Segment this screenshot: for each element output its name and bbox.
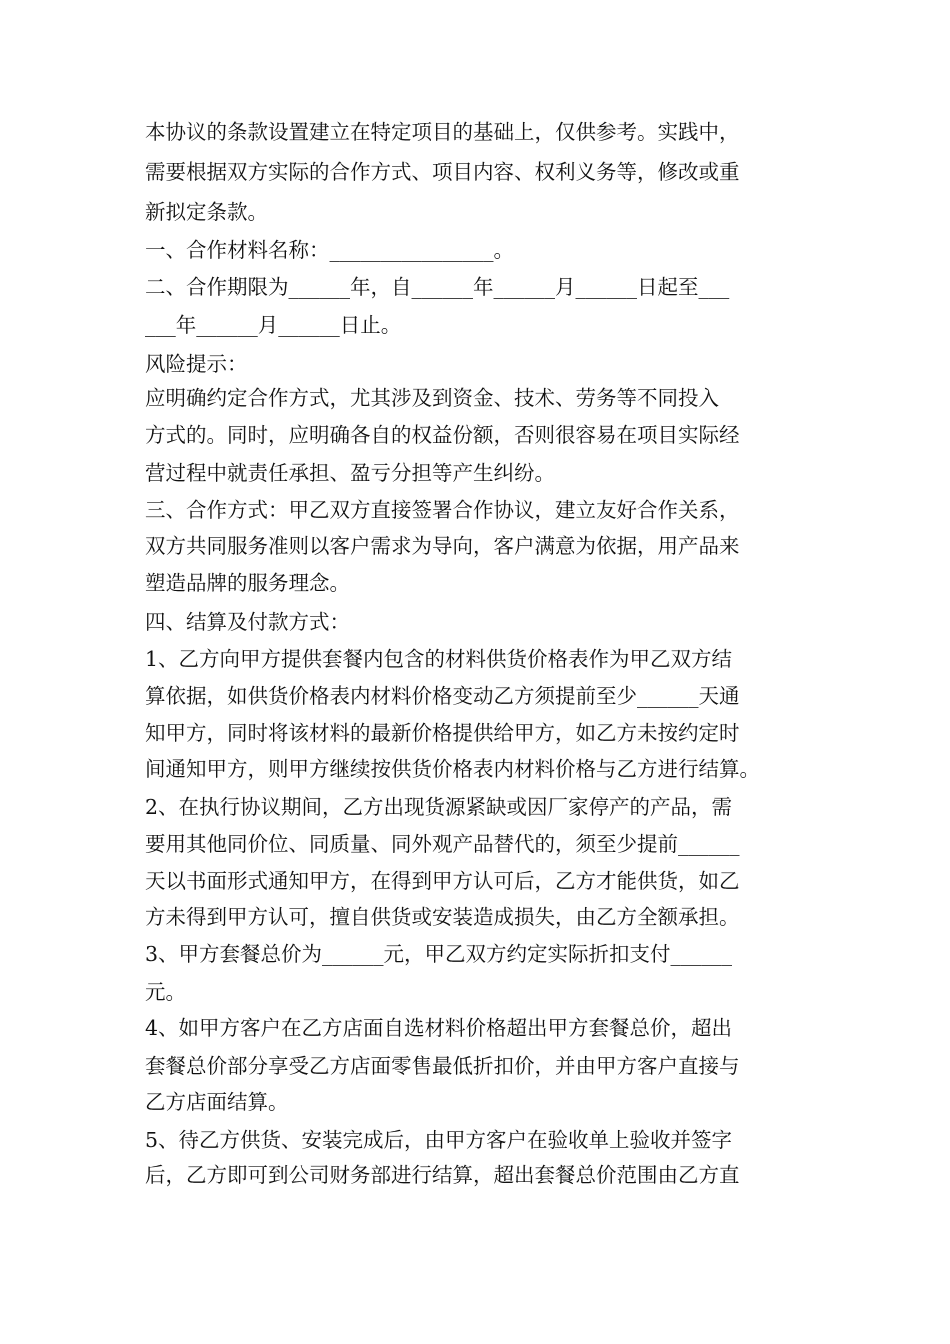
text-line: 后，乙方即可到公司财务部进行结算，超出套餐总价范围由乙方直 (145, 1163, 740, 1187)
text-line: 3、甲方套餐总价为______元，甲乙双方约定实际折扣支付______ (145, 942, 733, 966)
text-line: 应明确约定合作方式，尤其涉及到资金、技术、劳务等不同投入 (145, 386, 719, 410)
text-line: 方未得到甲方认可，擅自供货或安装造成损失，由乙方全额承担。 (145, 905, 740, 929)
text-line: 需要根据双方实际的合作方式、项目内容、权利义务等，修改或重 (145, 160, 740, 184)
text-line: 风险提示： (145, 352, 248, 376)
text-line: 2、在执行协议期间，乙方出现货源紧缺或因厂家停产的产品，需 (145, 795, 733, 819)
text-line: 三、合作方式：甲乙双方直接签署合作协议，建立友好合作关系， (145, 498, 740, 522)
text-line: 双方共同服务准则以客户需求为导向，客户满意为依据，用产品来 (145, 534, 740, 558)
text-line: 套餐总价部分享受乙方店面零售最低折扣价，并由甲方客户直接与 (145, 1054, 740, 1078)
text-line: 要用其他同价位、同质量、同外观产品替代的，须至少提前______ (145, 832, 740, 856)
text-line: 塑造品牌的服务理念。 (145, 571, 350, 595)
text-line: 知甲方，同时将该材料的最新价格提供给甲方，如乙方未按约定时 (145, 721, 740, 745)
text-line: 营过程中就责任承担、盈亏分担等产生纠纷。 (145, 461, 555, 485)
text-line: 乙方店面结算。 (145, 1090, 289, 1114)
text-line: 1、乙方向甲方提供套餐内包含的材料供货价格表作为甲乙双方结 (145, 647, 733, 671)
text-line: 一、合作材料名称：________________。 (145, 238, 514, 262)
text-line: 间通知甲方，则甲方继续按供货价格表内材料价格与乙方进行结算。 (145, 757, 760, 781)
text-line: 二、合作期限为______年，自______年______月______日起至___ (145, 275, 730, 299)
text-line: 4、如甲方客户在乙方店面自选材料价格超出甲方套餐总价，超出 (145, 1016, 733, 1040)
text-line: 本协议的条款设置建立在特定项目的基础上，仅供参考。实践中， (145, 120, 740, 144)
text-line: 算依据，如供货价格表内材料价格变动乙方须提前至少______天通 (145, 684, 740, 708)
text-line: 四、结算及付款方式： (145, 610, 350, 634)
text-line: 新拟定条款。 (145, 200, 268, 224)
text-line: 方式的。同时，应明确各自的权益份额，否则很容易在项目实际经 (145, 423, 740, 447)
text-line: 元。 (145, 980, 186, 1004)
text-line: 5、待乙方供货、安装完成后，由甲方客户在验收单上验收并签字 (145, 1128, 733, 1152)
text-line: ___年______月______日止。 (145, 313, 402, 337)
text-line: 天以书面形式通知甲方，在得到甲方认可后，乙方才能供货，如乙 (145, 869, 740, 893)
